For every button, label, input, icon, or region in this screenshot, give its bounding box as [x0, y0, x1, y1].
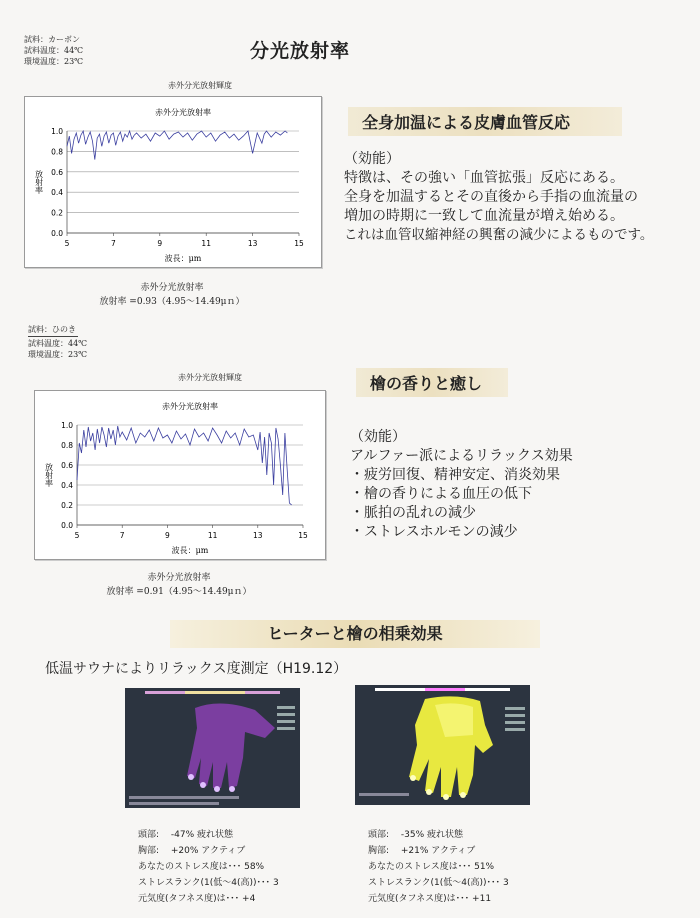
chart2-svg: [35, 391, 325, 559]
y-tick-label: 0.6: [51, 167, 63, 177]
chart-title: 赤外分光放射率: [155, 108, 211, 117]
series-line: [77, 426, 292, 505]
result-row: ストレスランク(1(低〜4(高))･･･ 3: [368, 878, 509, 888]
result-row: 頭部: -35% 疲れ状態: [368, 830, 463, 840]
result-row: 頭部: -47% 疲れ状態: [138, 830, 233, 840]
chart1-frame: [24, 96, 322, 268]
x-tick-label: 15: [294, 239, 304, 248]
results-right: [368, 827, 509, 907]
x-tick-label: 15: [298, 531, 308, 540]
chart2-caption-title: 赤外分光放射率: [147, 573, 211, 583]
x-tick-label: 11: [201, 239, 211, 248]
section2-line: ・ストレスホルモンの減少: [350, 524, 518, 540]
synergy-subtitle: 低温サウナによりリラックス度測定（H19.12）: [45, 661, 348, 677]
sample2-temp: 試料温度：44℃: [28, 339, 88, 348]
y-tick-label: 0.0: [61, 521, 73, 530]
page-title: 分光放射率: [250, 40, 351, 62]
section1-line: 全身を加温するとその直後から手指の血流量の: [344, 189, 638, 205]
section1-line: これは血管収縮神経の興奮の減少によるものです。: [344, 227, 654, 243]
sample2-material: 試料：ひのき: [28, 325, 76, 334]
section2-line: ・脈拍の乱れの減少: [350, 505, 476, 521]
x-tick-label: 9: [165, 531, 170, 540]
x-tick-label: 5: [64, 239, 70, 248]
section2-line: アルファー派によるリラックス効果: [350, 448, 573, 464]
chart1-caption-title: 赤外分光放射率: [140, 283, 204, 293]
section2-line: ・疲労回復、精神安定、消炎効果: [350, 467, 560, 483]
chart-title: 赤外分光放射率: [162, 402, 218, 411]
x-tick-label: 9: [157, 239, 163, 248]
section2-line: （効能）: [350, 429, 406, 445]
chart2-frame: [34, 390, 326, 560]
y-axis-label: 放射率: [34, 170, 44, 194]
chart1-outer-title: 赤外分光放射輝度: [168, 81, 232, 90]
x-axis-label: 波長：μm: [164, 254, 202, 263]
chart2-caption-value: 放射率 =0.91（4.95〜14.49μｎ）: [106, 587, 252, 597]
chart2-outer-title: 赤外分光放射輝度: [178, 373, 242, 382]
section2-body: [350, 428, 573, 542]
section1-line: 増加の時期に一致して血流量が増え始める。: [344, 208, 624, 224]
sample1-env-temp: 環境温度：23℃: [24, 57, 84, 66]
results-left: [138, 827, 279, 907]
y-tick-label: 0.0: [51, 229, 63, 238]
series-line: [67, 131, 287, 160]
section2-line: ・檜の香りによる血圧の低下: [350, 486, 532, 502]
x-tick-label: 13: [247, 239, 258, 248]
section1-body: [344, 150, 653, 245]
x-tick-label: 7: [111, 239, 116, 248]
chart1-svg: [25, 97, 321, 267]
thermal-hand-purple: [125, 688, 300, 808]
result-row: あなたのストレス度は･･･ 58%: [138, 862, 265, 872]
thermal-hand-yellow: [355, 685, 530, 805]
result-row: 元気度(タフネス度)は･･･ +4: [138, 894, 256, 904]
thermal-image-before: [125, 688, 300, 808]
chart1-caption-value: 放射率 =0.93（4.95〜14.49μｎ）: [99, 297, 245, 307]
y-tick-label: 0.2: [61, 501, 73, 510]
y-tick-label: 0.8: [61, 441, 73, 450]
sample2-rule: [28, 336, 78, 337]
y-tick-label: 0.4: [61, 481, 73, 490]
section2-heading: 檜の香りと癒し: [356, 368, 508, 397]
y-tick-label: 1.0: [61, 421, 73, 430]
x-tick-label: 13: [253, 531, 263, 540]
x-axis-label: 波長：μm: [171, 546, 209, 555]
x-tick-label: 11: [207, 531, 218, 540]
synergy-heading: ヒーターと檜の相乗効果: [170, 620, 540, 648]
sample1-temp: 試料温度：44℃: [24, 46, 84, 55]
y-tick-label: 0.6: [61, 461, 73, 470]
sample1-material: 試料：カーボン: [24, 35, 80, 44]
section1-line: （効能）: [344, 151, 400, 167]
result-row: あなたのストレス度は･･･ 51%: [368, 862, 495, 872]
result-row: 胸部: +20% アクティブ: [138, 846, 246, 856]
x-tick-label: 7: [119, 531, 125, 540]
section1-heading: 全身加温による皮膚血管反応: [348, 107, 622, 136]
thermal-image-after: [355, 685, 530, 805]
section1-line: 特徴は、その強い「血管拡張」反応にある。: [344, 170, 624, 186]
y-tick-label: 0.8: [51, 147, 63, 157]
result-row: 胸部: +21% アクティブ: [368, 846, 476, 856]
sample2-env-temp: 環境温度：23℃: [28, 350, 88, 359]
result-row: 元気度(タフネス度)は･･･ +11: [368, 894, 492, 904]
y-axis-label: 放射率: [44, 463, 54, 487]
x-tick-label: 5: [74, 531, 80, 540]
sample2-meta: [28, 324, 87, 360]
y-tick-label: 1.0: [51, 127, 63, 136]
sample1-meta: [24, 34, 83, 67]
y-tick-label: 0.4: [51, 188, 63, 198]
result-row: ストレスランク(1(低〜4(高))･･･ 3: [138, 878, 279, 888]
y-tick-label: 0.2: [51, 208, 63, 218]
